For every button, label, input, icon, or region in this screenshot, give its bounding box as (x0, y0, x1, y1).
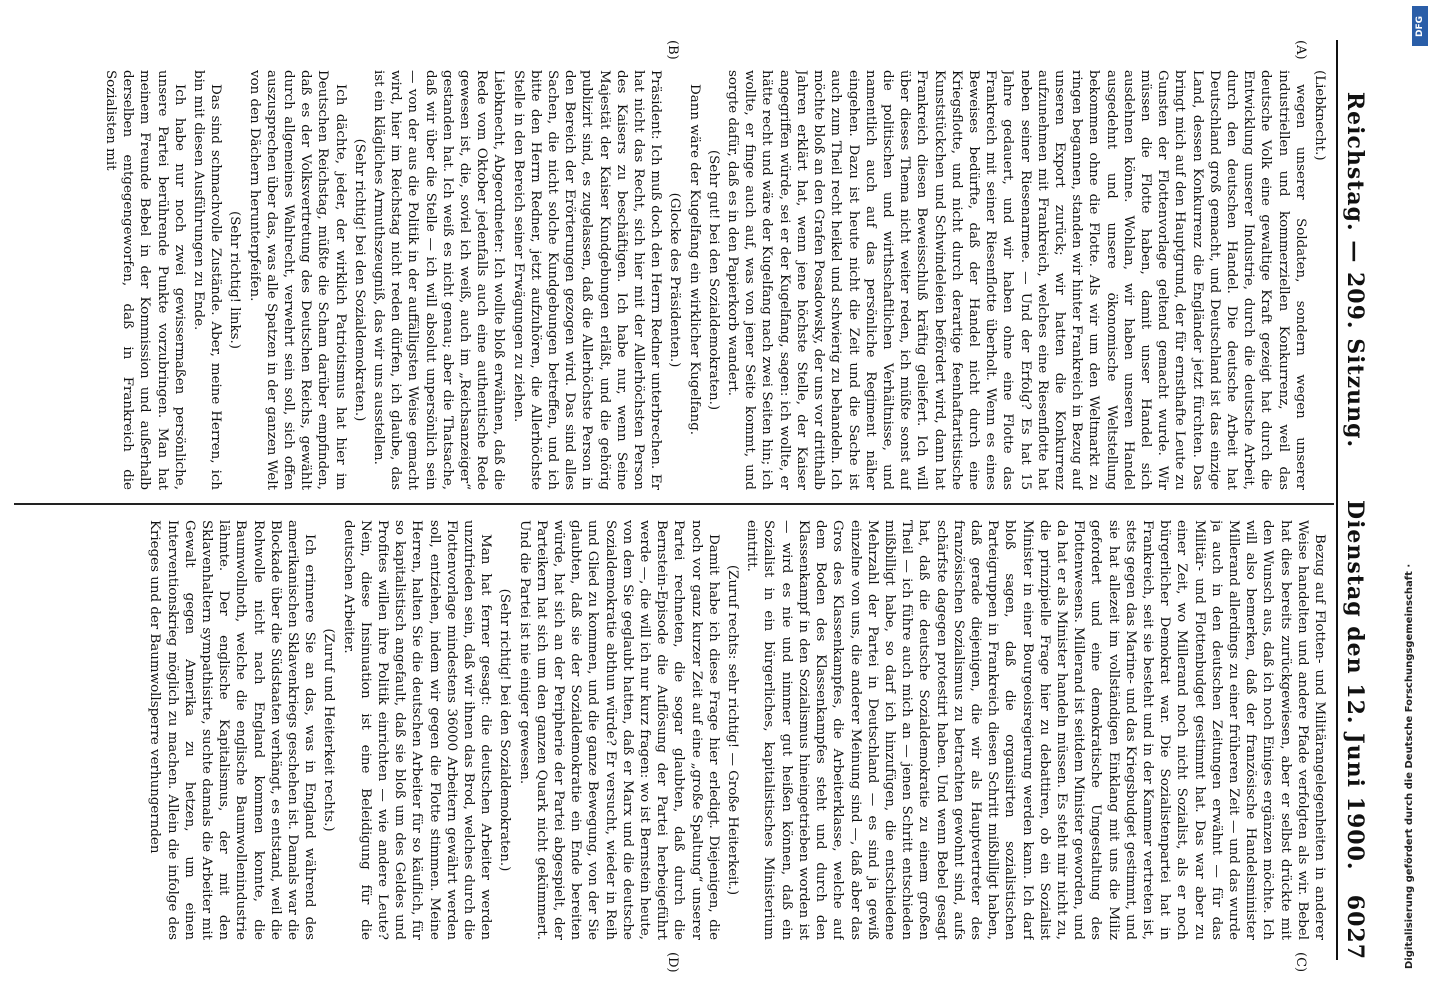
paragraph: Liebknecht, Abgeordneter: Ich wollte bloß erwähnen, daß die Rede vom Oktober jedenfalls auch eine authentische Rede gewesen ist, die, soviel ich weiß, auch im „Reichsanzeiger“ gestanden hat. Ich weiß es nicht genau; aber die Thatsache, daß wir über die Stelle — ich will absolut unpersönlich sein — von der aus die Politik in der auffälligsten Weise gemacht wird, hier im Reichstag nicht reden dürfen, ich glaube, das ist ein klägliches Armuthszeugniß, das wir uns ausstellen. (371, 70, 507, 490)
paragraph: Ich dächte, jeder, der wirklich Patriotismus hat hier im Deutschen Reichstag, müßte die Scham darüber empfinden, daß es der Volksvertretung des Deutschen Reichs, gewählt durch allgemeines Wahlrecht, verwehrt sein soll, sich offen auszusprechen über das, was alle Spatzen in der ganzen Welt von den Dächern herunterpfeifen. (246, 70, 348, 490)
paragraph: (Sehr gut! bei den Sozialdemokraten.) (705, 149, 721, 411)
paragraph: Damit habe ich diese Frage hier erledigt. Diejenigen, die noch vor ganz kurzer Zeit auf eine „große Spaltung“ unserer Partei rechneten, die sogar glaubten, daß durch die Bernstein-Episode die Auflösung der Partei herbeigeführt werde —, die will ich nur kurz fragen: wo ist Bernstein heute, von dem Sie geglaubt hatten, daß er Marx und die deutsche Sozialdemokratie abthun würde? Er versucht, wieder in Reih und Glied zu kommen, und die ganze Bewegung, von der Sie glaubten, daß sie der Sozialdemokratie ein Ende bereiten würde, hat sich an der Peripherie der Partei abgespielt, der Parteikern hat sich um den ganzen Quark nicht gekümmert. Und die Partei ist nie einiger gewesen. (516, 520, 721, 940)
credit-text: Digitalisierung gefördert durch die Deutsche Forschungsgemeinschaft · (1404, 563, 1415, 969)
paragraph: Dann wäre der Kugelfang ein wirklicher Kugelfang. (686, 84, 702, 436)
paragraph: (Glocke des Präsidenten.) (667, 192, 683, 368)
paragraph: (Zuruf rechts: sehr richtig! — Große Heiterkeit.) (725, 564, 741, 896)
header-session-title: Reichstag. — 209. Sitzung. (1342, 91, 1368, 449)
margin-letter-c: (C) (1293, 952, 1308, 973)
margin-letter-d: (D) (665, 952, 680, 973)
page-number: 6027 (1342, 894, 1368, 960)
left-column (28, 70, 1328, 490)
digitization-credit (1404, 0, 1415, 969)
paragraph: (Sehr richtig! bei den Sozialdemokraten.) (497, 588, 513, 872)
paragraph: (Sehr richtig! links.) (227, 211, 243, 349)
digitization-sidebar (1400, 0, 1434, 1000)
header-right (1338, 500, 1368, 960)
margin-letter-a: (A) (1293, 40, 1308, 60)
paragraph: Bezug auf Flotten- und Militärangelegenheiten in anderer Weise handelten und andere Pfade verfolgten als wir. Bebel hat dies bereits zurückgewiesen, aber er selbst drückte mit den Wunsch aus, daß ich noch Einiges ergänzen möchte. Ich will also bemerken, daß der französische Handelsminister Millerand allerdings zu einer früheren Zeit — und das wurde ja auch in den deutschen Zeitungen erwähnt — für das Militär- und Flottenbudget gestimmt hat. Das war aber zu einer Zeit, wo Millerand noch nicht Sozialist, als er noch bürgerlicher Demokrat war. Die Sozialistenpartei hat in Frankreich, seit sie besteht und in der Kammer vertreten ist, stets gegen das Marine- und das Kriegsbudget gestimmt, und sie hat allezeit im vollständigen Einklang mit uns die Miliz gefordert und eine demokratische Umgestaltung des Flottenwesens. Millerand ist seitdem Minister geworden, und da hat er als Minister handeln müssen. Es steht mir nicht zu, die prinzipielle Frage hier zu debattiren, ob ein Sozialist Minister in einer Bourgeoisregierung werden kann. Ich darf bloß sagen, daß die organisirten sozialistischen Parteigruppen in Frankreich diesen Schritt mißbilligt haben, daß gerade diejenigen, die wir als Hauptvertreter des französischen Sozialismus zu betrachten gewohnt sind, aufs schärfste dagegen protestirt haben. Und wenn Bebel gesagt hat, daß die deutsche Sozialdemokratie zu einem großen Theil — ich führe auch mich an — jenen Schritt entschieden mißbilligt habe, so darf ich hinzufügen, die entschiedene Mehrzahl der Partei in Deutschland — es sind ja gewiß einzelne von uns, die anderer Meinung sind —, daß aber das Gros des Klassenkampfes, die Arbeiterklasse, welche auf dem Boden des Klassenkampfes steht und durch den Klassenkampf in den Sozialismus hineingetrieben worden ist — wird es nie und nimmer gut heißen können, daß ein Sozialist in ein bürgerliches, kapitalistisches Ministerium eintritt. (744, 520, 1327, 940)
paragraph: Das sind schmachvolle Zustände. Aber, meine Herren, ich bin mit diesen Ausführungen zu Ende. (191, 70, 224, 490)
paragraph: (Zuruf und Heiterkeit rechts.) (321, 628, 337, 832)
paragraph: Man hat ferner gesagt: die deutschen Arbeiter werden unzufrieden sein, daß wir ihnen das Brod, welches durch die Flottenvorlage mindestens 36000 Arbeitern gewährt werden soll, entziehen, indem wir gegen die Flotte stimmen. Meine Herren, halten Sie die deutschen Arbeiter für so käuflich, für so kapitalistisch angefault, daß sie bloß um des Geldes und Profites willen ihre Politik einrichten — wie andere Leute? Nein, diese Insinuation ist eine Beleidigung für die deutschen Arbeiter. (340, 520, 494, 940)
header-date: Dienstag den 12. Juni 1900. (1342, 500, 1368, 871)
paragraph: (Liebknecht.) (1312, 70, 1327, 161)
paragraph: Ich erinnere Sie an das, was in England während des amerikanischen Sklavenkriegs geschehen ist. Damals war die Blockade über die Südstaaten verhängt, es entstand, weil die Rohwolle nicht nach England kommen konnte, die Baumwollnoth, welche die englische Baumwollenindustrie lähmte. Der englische Kapitalismus, der mit den Sklavenhaltern sympathisirte, suchte damals die Arbeiter mit Gewalt gegen Amerika zu hetzen, um einen Interventionskrieg möglich zu machen. Allein die infolge des Krieges und der Baumwollsperre verhungernden (147, 520, 318, 940)
paragraph: Präsident: Ich muß doch den Herrn Redner unterbrechen. Er hat nicht das Recht, sich hier mit der Allerhöchsten Person des Kaisers zu beschäftigen. Ich habe nur, wenn Seine Majestät der Kaiser Kundgebungen erläßt, und die gehörig publizirt sind, es zugelassen, daß die Allerhöchste Person in den Bereich der Erörterungen gezogen wird. Das sind alles Sachen, die nicht solche Kundgebungen betreffen, und ich bitte den Herrn Redner, jetzt aufzuhören, die Allerhöchste Stelle in den Bereich seiner Erwägungen zu ziehen. (510, 70, 664, 490)
paragraph: (Sehr richtig! bei den Sozialdemokraten.) (351, 138, 367, 422)
column-divider (14, 503, 1334, 505)
right-column (28, 520, 1328, 940)
dfg-logo: DFG (1412, 6, 1428, 46)
paragraph: Ich habe nur noch zwei gewissermaßen persönliche, unsere Partei berührende Punkte vorzubringen. Man hat meinem Freunde Bebel in der Kommission und außerhalb derselben entgegengeworfen, daß in Frankreich die Sozialisten mit (102, 70, 187, 490)
margin-letter-b: (B) (665, 40, 680, 60)
paragraph: wegen unserer Soldaten, sondern wegen unserer industriellen und kommerziellen Konkurrenz, weil das deutsche Volk eine gewaltige Kraft gezeigt hat durch die Entwicklung unserer Industrie, durch die deutsche Arbeit, durch den deutschen Handel. Die deutsche Arbeit hat Deutschland groß gemacht, und Deutschland ist das einzige Land, dessen Konkurrenz die Engländer jetzt fürchten. Das bringt mich auf den Hauptgrund, der für ernsthafte Leute zu Gunsten der Flottenvorlage geltend gemacht wurde. Wir müssen die Flotte haben, damit unser Handel sich ausdehnen könne. Wohlan, wir haben unseren Handel ausgedehnt und unsere ökonomische Weltstellung bekommen ohne die Flotte. Als wir um den Weltmarkt zu ringen begannen, standen wir hinter Frankreich in Bezug auf unseren Export zurück; wir hatten die Konkurrenz aufzunehmen mit Frankreich, welches eine Riesenflotte hat neben seiner Riesenarmee. — Und der Erfolg? Es hat 15 Jahre gedauert, und wir haben ohne eine Flotte das Frankreich mit seiner Riesenflotte überholt. Wenn es eines Beweises bedürfte, daß der Handel nicht durch eine Kriegsflotte, und nicht durch derartige feenhaftartistische Kunststückchen und Schwindeleien befördert wird, dann hat Frankreich diesen Beweisschluß kräftig geliefert. Ich will über dieses Thema nicht weiter reden, ich müßte sonst auf die politischen und wirthschaftlichen Verhältnisse, und namentlich auch auf das persönliche Regiment näher eingehen. Dazu ist heute nicht die Zeit und die Sache ist auch zum Theil recht heikel und schwierig zu behandeln. Ich möchte bloß an den Grafen Posadowsky, der uns vor dritthalb Jahren erklärt hat, wenn jene höchste Stelle, der Kaiser angegriffen würde, sei er der Kugelfang, sagen: ich wollte, er hätte recht und wäre der Kugelfang nach zwei Seiten hin; ich wollte, er finge auch auf, was von jener Seite kommt, und sorgte dafür, daß es in den Papierkorb wandert. (725, 70, 1308, 490)
page-header (1336, 40, 1378, 960)
